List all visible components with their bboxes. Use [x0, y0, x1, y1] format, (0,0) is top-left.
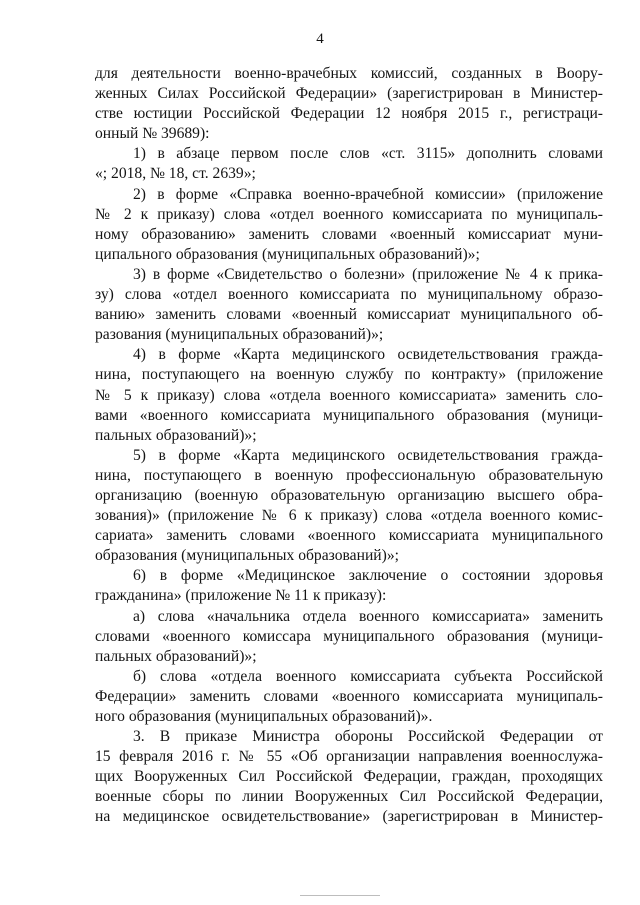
text-line: стве юстиции Российской Федерации 12 ноября 2015 г., регистраци-: [95, 105, 603, 123]
text-line: на медицинское освидетельствование» (зарегистрирован в Министер-: [95, 808, 603, 826]
text-line: вами «военного комиссариата муниципального образования (муници-: [95, 406, 603, 424]
text-line: «; 2018, № 18, ст. 2639»;: [95, 165, 256, 183]
text-line: 3) в форме «Свидетельство о болезни» (приложение № 4 к прика-: [133, 265, 603, 283]
text-line: 15 февраля 2016 г. № 55 «Об организации направления военнослужа-: [95, 748, 603, 766]
text-line: разования (муниципальных образований)»;: [95, 326, 384, 344]
text-line: № 2 к приказу) слова «отдел военного комиссариата по муниципаль-: [95, 205, 603, 223]
text-line: 2) в форме «Справка военно-врачебной комиссии» (приложение: [133, 185, 603, 203]
text-line: зования)» (приложение № 6 к приказу) слова «отдела военного комис-: [95, 507, 603, 525]
text-line: нина, поступающего в военную профессиональную образовательную: [95, 466, 603, 484]
text-line: сариата» заменить словами «военного комиссариата муниципального: [95, 527, 603, 545]
document-body: [95, 64, 603, 828]
page-number: 4: [316, 31, 324, 47]
text-line: 1) в абзаце первом после слов «ст. 3115» дополнить словами: [133, 145, 603, 163]
text-line: ванию» заменить словами «военный комиссариат муниципального об-: [95, 306, 603, 324]
text-line: ного образования (муниципальных образований)».: [95, 708, 433, 725]
text-line: образования (муниципальных образований)»;: [95, 547, 399, 565]
text-line: ципального образования (муниципальных образований)»;: [95, 245, 480, 263]
scan-artifact-line: [300, 895, 380, 896]
text-line: словами «военного комиссара муниципального образования (муници-: [95, 627, 603, 645]
text-line: военные сборы по линии Вооруженных Сил Российской Федерации,: [95, 788, 603, 806]
text-line: щих Вооруженных Сил Российской Федерации, граждан, проходящих: [95, 768, 603, 786]
text-line: б) слова «отдела военного комиссариата субъекта Российской: [133, 667, 603, 685]
text-line: женных Силах Российской Федерации» (зарегистрирован в Министер-: [95, 85, 603, 103]
text-line: ному образованию» заменить словами «военный комиссариат муни-: [95, 225, 603, 243]
text-line: гражданина» (приложение № 11 к приказу):: [95, 587, 387, 605]
text-line: организацию (военную образовательную организацию высшего обра-: [95, 486, 603, 504]
text-line: 5) в форме «Карта медицинского освидетельствования гражда-: [133, 446, 603, 464]
text-line: а) слова «начальника отдела военного комиссариата» заменить: [133, 607, 603, 625]
text-line: 4) в форме «Карта медицинского освидетельствования гражда-: [133, 346, 603, 364]
text-line: пальных образований)»;: [95, 426, 257, 444]
text-line: нина, поступающего на военную службу по контракту» (приложение: [95, 366, 603, 384]
text-line: зу) слова «отдел военного комиссариата по муниципальному образо-: [95, 286, 603, 304]
text-line: Федерации» заменить словами «военного комиссариата муниципаль-: [95, 687, 603, 705]
text-line: пальных образований)»;: [95, 647, 257, 665]
text-line: № 5 к приказу) слова «отдела военного комиссариата» заменить сло-: [95, 386, 603, 404]
text-line: 6) в форме «Медицинское заключение о состоянии здоровья: [133, 567, 603, 585]
text-line: для деятельности военно-врачебных комиссий, созданных в Воору-: [95, 65, 603, 82]
text-line: онный № 39689):: [95, 125, 210, 143]
text-line: 3. В приказе Министра обороны Российской Федерации от: [133, 728, 603, 746]
